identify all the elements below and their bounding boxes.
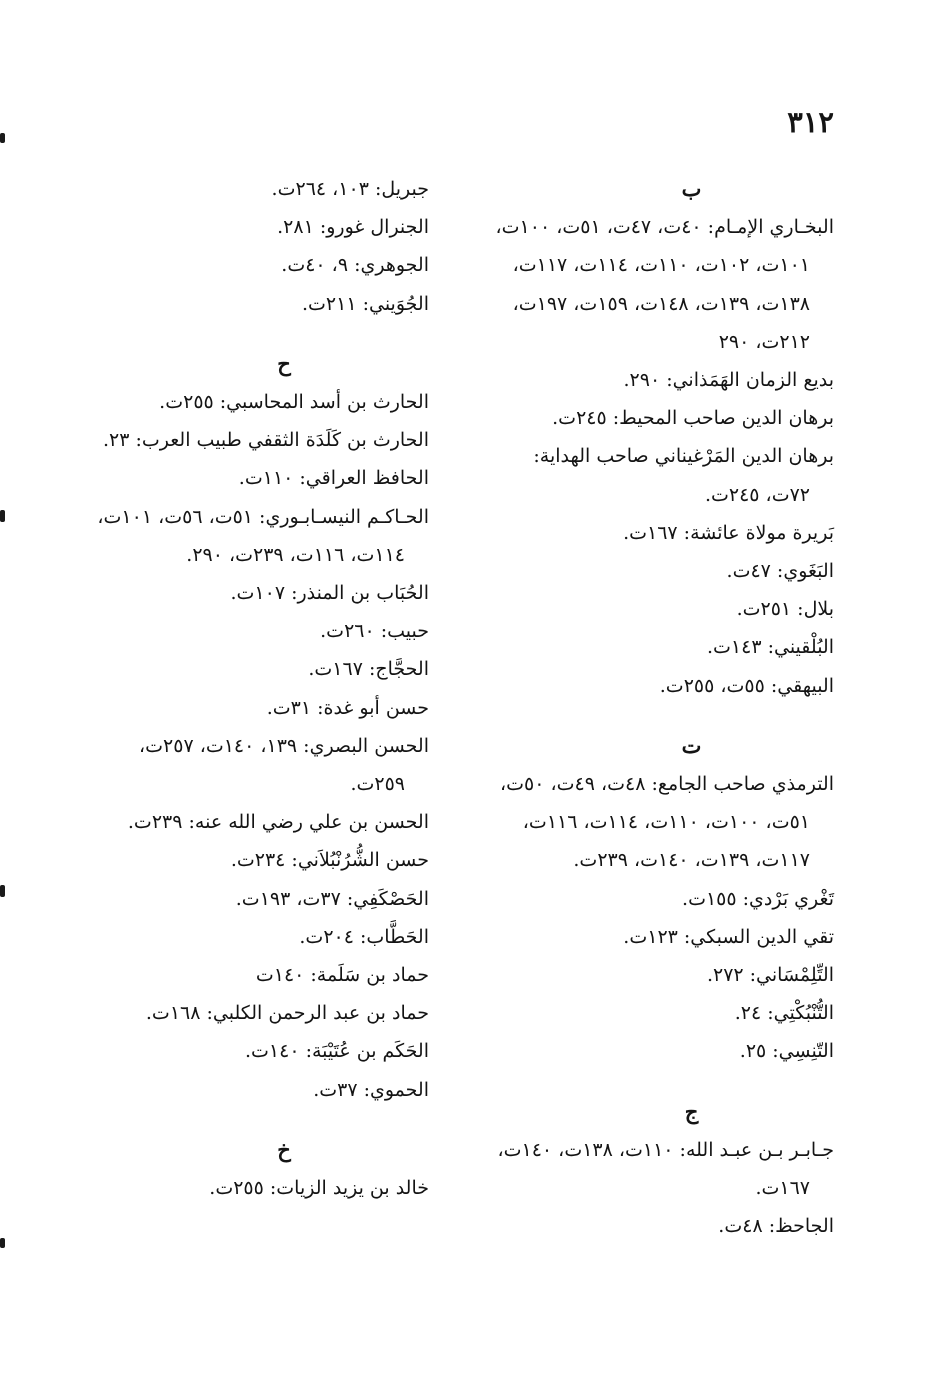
index-entry: حبيب: ٢٦٠ت.	[320, 620, 429, 643]
index-entry: الحافظ العراقي: ١١٠ت.	[238, 467, 429, 490]
index-section	[489, 727, 834, 1071]
index-entry: التُّنْبُكْتِي: ٢٤.	[734, 1002, 834, 1025]
index-entry: جبريل: ١٠٣، ٢٦٤ت.	[271, 178, 429, 200]
index-entry: البيهقي: ٥٥ت، ٢٥٥ت.	[659, 674, 834, 697]
index-entry: الجاحظ: ٤٨ت.	[718, 1215, 834, 1238]
section-letter: ج	[684, 1098, 699, 1124]
index-entry: برهان الدين صاحب المحيط: ٢٤٥ت.	[552, 407, 834, 430]
index-entry: الحارث بن كَلَدَة الثقفي طبيب العرب: ٢٣.	[102, 429, 429, 452]
index-section	[79, 170, 429, 323]
index-entry: تقي الدين السبكي: ١٢٣ت.	[623, 925, 834, 948]
index-entry: الحُبَاب بن المنذر: ١٠٧ت.	[230, 582, 429, 605]
index-entry: الحَصْكَفِي: ٣٧ت، ١٩٣ت.	[235, 887, 429, 910]
index-entry: حماد بن عبد الرحمن الكلبي: ١٦٨ت.	[145, 1002, 429, 1025]
index-entry: الجوهري: ٩، ٤٠ت.	[281, 254, 429, 277]
index-entry: البَغَوي: ٤٧ت.	[726, 560, 834, 583]
index-entry: الحَطَّاب: ٢٠٤ت.	[299, 925, 429, 948]
index-entry: الحموي: ٣٧ت.	[313, 1078, 429, 1101]
index-entry: الجُوَيني: ٢١١ت.	[301, 292, 429, 315]
index-entry: حسن أبو غدة: ٣١ت.	[266, 696, 429, 719]
scan-edge-mark	[0, 133, 5, 143]
section-letter: ح	[277, 350, 291, 376]
section-letter: ب	[681, 176, 702, 201]
index-column-right	[489, 170, 834, 1245]
index-entry: الحـاكـم النيسـابـوري: ٥١ت، ٥٦ت، ١٠١ت، ١١٤ت، ١١٦ت، ٢٣٩ت، ٢٩٠.	[97, 505, 429, 566]
index-entry: حسن الشُّرُنْبُلاَني: ٢٣٤ت.	[230, 849, 429, 872]
index-column-left	[79, 170, 429, 1207]
index-entry: الحجَّاج: ١٦٧ت.	[308, 658, 429, 681]
page-number: ٣١٢	[787, 105, 834, 139]
index-entry: البخـاري الإمـام: ٤٠ت، ٤٧ت، ٥١ت، ١٠٠ت، ١٠١ت، ١٠٢ت، ١١٠ت، ١١٤ت، ١١٧ت، ١٣٨ت، ١٣٩ت، ١٤٨ت، ١٥٩ت، ١٩٧ت، ٢١٢ت، ٢٩٠	[495, 216, 834, 353]
index-entry: الحسن بن علي رضي الله عنه: ٢٣٩ت.	[127, 811, 429, 834]
index-entry: برهان الدين المَرْغيناني صاحب الهداية: ٧٢ت، ٢٤٥ت.	[533, 445, 834, 506]
index-entry: البُلْقيني: ١٤٣ت.	[706, 636, 834, 659]
index-entry: الجنرال غورو: ٢٨١.	[277, 216, 429, 239]
scan-edge-mark	[0, 885, 5, 897]
scan-edge-mark	[0, 510, 5, 522]
index-entry: بديع الزمان الهَمَذاني: ٢٩٠.	[623, 369, 834, 391]
index-section	[489, 170, 834, 705]
index-entry: خالد بن يزيد الزيات: ٢٥٥ت.	[209, 1177, 429, 1200]
index-entry: التّنِسِي: ٢٥.	[739, 1040, 834, 1063]
index-section	[79, 1131, 429, 1207]
index-entry: الحَكَم بن عُتَيْبَة: ١٤٠ت.	[244, 1040, 429, 1063]
index-entry: جـابـر بـن عبـد الله: ١١٠ت، ١٣٨ت، ١٤٠ت، ١٦٧ت.	[497, 1138, 834, 1200]
section-letter: ت	[681, 732, 702, 758]
index-entry: الحارث بن أسد المحاسبي: ٢٥٥ت.	[159, 391, 429, 413]
index-entry: تَغْري بَرْدي: ١٥٥ت.	[682, 887, 834, 910]
section-letter: خ	[277, 1136, 291, 1162]
index-entry: بلال: ٢٥١ت.	[736, 598, 834, 621]
index-section	[79, 345, 429, 1109]
index-entry: بَريرة مولاة عائشة: ١٦٧ت.	[623, 521, 834, 544]
scan-edge-mark	[0, 1238, 5, 1248]
index-entry: حماد بن سَلَمة: ١٤٠ت	[255, 964, 429, 987]
index-entry: الحسن البصري: ١٣٩، ١٤٠ت، ٢٥٧ت، ٢٥٩ت.	[139, 734, 429, 796]
index-entry: الترمذي صاحب الجامع: ٤٨ت، ٤٩ت، ٥٠ت، ٥١ت، ١٠٠ت، ١١٠ت، ١١٤ت، ١١٦ت، ١١٧ت، ١٣٩ت، ١٤٠ت، ٢٣٩ت.	[500, 773, 834, 872]
index-section	[489, 1093, 834, 1246]
index-entry: التِّلِمْسَاني: ٢٧٢.	[706, 964, 834, 987]
